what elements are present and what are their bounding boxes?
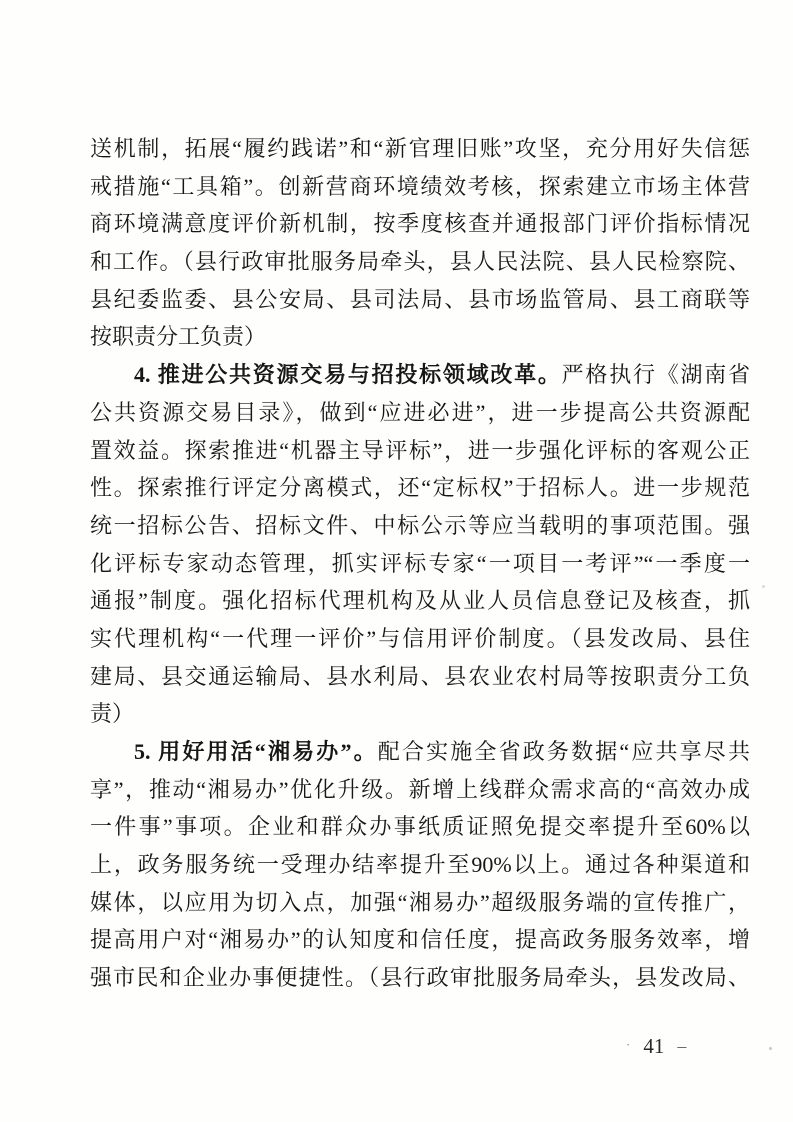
body-text: 建局、县交通运输局、县水利局、县农业农村局等按职责分工负 xyxy=(90,663,750,689)
para-continuation-item3 xyxy=(90,130,750,356)
body-text: 统一招标公告、招标文件、中标公示等应当载明的事项范围。强 xyxy=(90,512,750,538)
text-line xyxy=(90,808,750,846)
para-item4 xyxy=(90,356,750,733)
item-heading-text: 4. 推进公共资源交易与招投标领域改革。 xyxy=(134,362,562,388)
text-line xyxy=(90,582,750,620)
text-line xyxy=(90,130,750,168)
body-text: 媒体，以应用为切入点，加强“湘易办”超级服务端的宣传推广， xyxy=(90,889,750,915)
body-text: 和工作。（县行政审批服务局牵头，县人民法院、县人民检察院、 xyxy=(90,249,750,275)
item-heading-text: 5. 用好用活“湘易办”。 xyxy=(134,739,378,764)
body-text: 县纪委监委、县公安局、县司法局、县市场监管局、县工商联等 xyxy=(90,286,750,312)
body-text: 置效益。探索推进“机器主导评标”，进一步强化评标的客观公正 xyxy=(90,437,750,463)
scan-artifact xyxy=(769,1047,772,1050)
body-text: 上，政务服务统一受理办结率提升至90%以上。通过各种渠道和 xyxy=(90,852,750,878)
body-text: 戒措施“工具箱”。创新营商环境绩效考核，探索建立市场主体营 xyxy=(90,173,750,199)
text-line xyxy=(90,318,750,356)
text-line xyxy=(90,507,750,545)
footer-right-mark: – xyxy=(677,1036,687,1056)
body-text: 提高用户对“湘易办”的认知度和信任度，提高政务服务效率，增 xyxy=(90,927,750,953)
body-text: 化评标专家动态管理，抓实评标专家“一项目一考评”“一季度一 xyxy=(90,550,750,576)
body-text: 通报”制度。强化招标代理机构及从业人员信息登记及核查，抓 xyxy=(90,588,750,614)
scan-artifact xyxy=(762,585,765,588)
body-text: 送机制，拓展“履约践诺”和“新官理旧账”攻坚，充分用好失信惩 xyxy=(90,136,750,161)
footer-left-mark: · xyxy=(626,1036,631,1052)
text-line xyxy=(90,884,750,922)
text-line xyxy=(90,469,750,507)
para-item5 xyxy=(90,733,750,997)
text-line xyxy=(90,846,750,884)
body-text: 实代理机构“一代理一评价”与信用评价制度。（县发改局、县住 xyxy=(90,625,750,651)
text-line xyxy=(90,620,750,658)
body-text: 配合实施全省政务数据“应共享尽共 xyxy=(377,739,750,764)
text-line xyxy=(90,658,750,696)
text-line xyxy=(90,959,750,997)
body-text: 严格执行《湖南省 xyxy=(561,362,750,388)
text-line xyxy=(90,545,750,583)
text-line xyxy=(90,733,750,771)
body-text: 一件事”事项。企业和群众办事纸质证照免提交率提升至60%以 xyxy=(90,814,750,840)
body-text: 公共资源交易目录》，做到“应进必进”，进一步提高公共资源配 xyxy=(90,399,750,425)
text-line xyxy=(90,356,750,394)
body-text: 责） xyxy=(90,701,135,727)
document-content xyxy=(90,130,750,997)
body-text: 商环境满意度评价新机制，按季度核查并通报部门评价指标情况 xyxy=(90,211,750,237)
page-footer xyxy=(626,1034,686,1059)
body-text: 按职责分工负责） xyxy=(90,324,267,350)
text-line xyxy=(90,243,750,281)
text-line xyxy=(90,205,750,243)
text-line xyxy=(90,921,750,959)
text-line xyxy=(90,394,750,432)
body-text: 性。探索推行评定分离模式，还“定标权”于招标人。进一步规范 xyxy=(90,475,750,501)
text-line xyxy=(90,281,750,319)
body-text: 强市民和企业办事便捷性。（县行政审批服务局牵头，县发改局、 xyxy=(90,965,750,991)
text-line xyxy=(90,168,750,206)
body-text: 享”，推动“湘易办”优化升级。新增上线群众需求高的“高效办成 xyxy=(90,776,750,802)
text-line xyxy=(90,432,750,470)
text-line xyxy=(90,695,750,733)
page-number: 41 xyxy=(643,1034,665,1058)
text-line xyxy=(90,771,750,809)
